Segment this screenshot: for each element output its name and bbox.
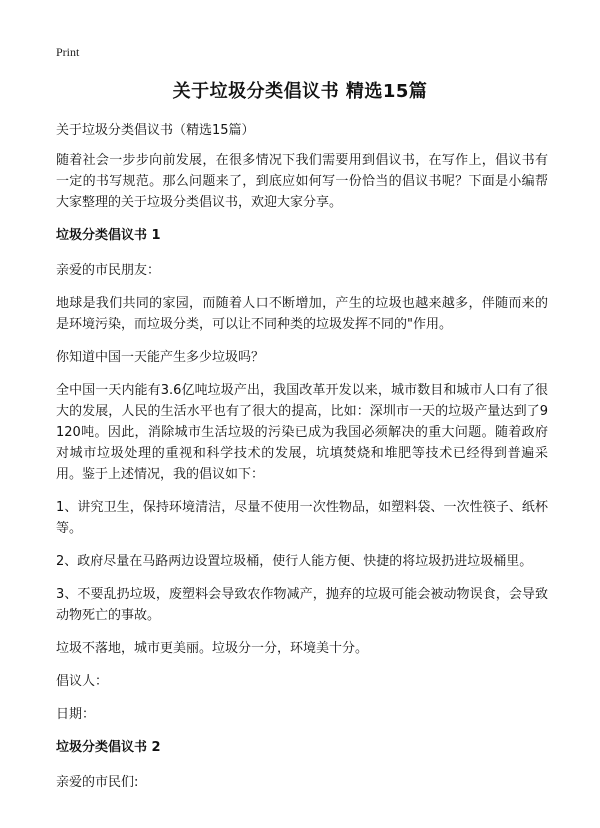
proposal-item-2: 2、政府尽量在马路两边设置垃圾桶，使行人能方便、快捷的将垃圾扔进垃圾桶里。 xyxy=(56,554,533,569)
section-1-slogan: 垃圾不落地，城市更美丽。垃圾分一分，环境美十分。 xyxy=(56,641,369,656)
section-1-heading: 垃圾分类倡议书 1 xyxy=(56,228,161,243)
print-link[interactable]: Print xyxy=(56,45,80,59)
section-1-paragraph-1: 地球是我们共同的家园，而随着人口不断增加，产生的垃圾也越来越多，伴随而来的是环境污染，而垃圾分类，可以让不同种类的垃圾发挥不同的"作用。 xyxy=(56,296,548,332)
proposer-line: 倡议人： xyxy=(56,674,109,689)
document-body xyxy=(56,120,548,805)
date-line: 日期： xyxy=(56,707,96,722)
document-title: 关于垃圾分类倡议书 精选15篇 xyxy=(172,81,428,102)
section-1-paragraph-2: 全中国一天内能有3.6亿吨垃圾产出，我国改革开发以来，城市数目和城市人口有了很大的发展，人民的生活水平也有了很大的提高，比如：深圳市一天的垃圾产量达到了9120吨。因此，消除城市生活垃圾的污染已成为我国必须解决的重大问题。随着政府对城市垃圾处理的重视和科学技术的发展，坑填焚烧和堆肥等技术已经得到普遍采用。鉴于上述情况，我的倡议如下： xyxy=(56,383,548,482)
section-2-heading: 垃圾分类倡议书 2 xyxy=(56,740,161,755)
section-2-greeting: 亲爱的市民们: xyxy=(56,775,139,790)
intro-paragraph: 随着社会一步步向前发展，在很多情况下我们需要用到倡议书，在写作上，倡议书有一定的书写规范。那么问题来了，到底应如何写一份恰当的倡议书呢？下面是小编帮大家整理的关于垃圾分类倡议书，欢迎大家分享。 xyxy=(56,153,548,210)
proposal-item-3: 3、不要乱扔垃圾，废塑料会导致农作物减产，抛弃的垃圾可能会被动物误食，会导致动物死亡的事故。 xyxy=(56,587,548,623)
section-1-greeting: 亲爱的市民朋友： xyxy=(56,263,161,278)
document-subtitle: 关于垃圾分类倡议书（精选15篇） xyxy=(56,123,255,138)
proposal-item-1: 1、讲究卫生，保持环境清洁，尽量不使用一次性物品，如塑料袋、一次性筷子、纸杯等。 xyxy=(56,500,548,536)
section-1-question: 你知道中国一天能产生多少垃圾吗？ xyxy=(56,350,265,365)
